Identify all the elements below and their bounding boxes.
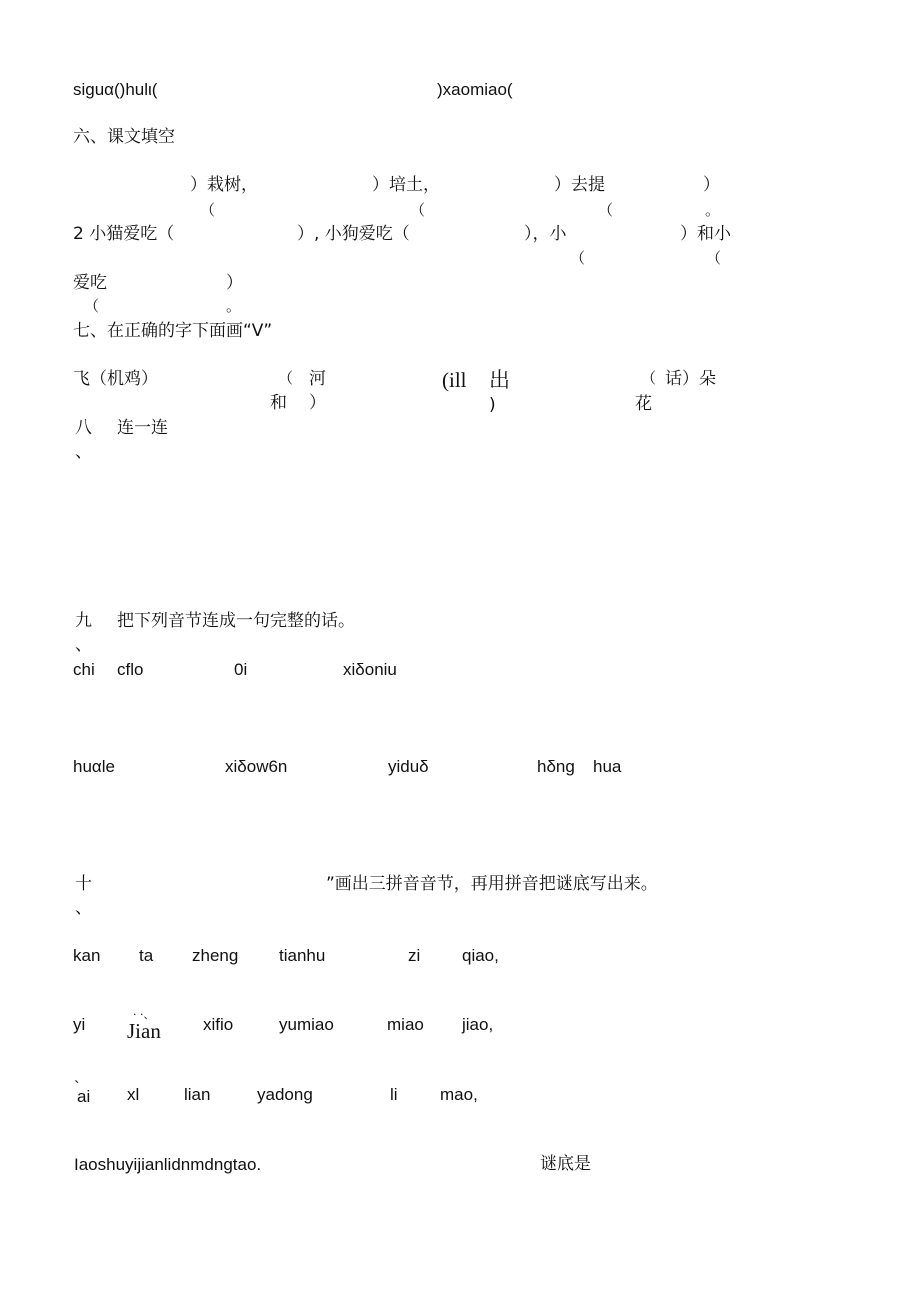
pinyin-syllable: xiδoniu (343, 660, 397, 679)
choice-bracket: （ (641, 369, 657, 387)
pinyin-syllable: yumiao (279, 1015, 334, 1034)
choice-bracket: ） (309, 393, 326, 413)
pinyin-syllable: xiδow6n (225, 757, 288, 776)
tone-marks: · ·、 (133, 1008, 155, 1021)
tone-mark: ` (74, 1078, 80, 1097)
section-8-mark: 、 (75, 442, 92, 462)
pinyin-syllable: miao (387, 1015, 424, 1034)
pinyin-syllable: lian (184, 1085, 211, 1104)
fill-blank-bracket: （ (598, 201, 614, 219)
fill-blank-bracket: （ (84, 297, 100, 315)
riddle-last-line: Iaoshuyijianlidnmdngtao. (74, 1155, 262, 1174)
fill-blank-text: ）和小 (680, 224, 731, 244)
choice-char: 出 (489, 368, 510, 392)
fill-blank-text: 2 小猫爱吃（ (73, 224, 175, 244)
fill-blank-period: 。 (226, 297, 242, 315)
fill-blank-text: ）去提 (554, 175, 605, 195)
pinyin-syllable: yiduδ (388, 757, 429, 776)
answer-label: 谜底是 (540, 1154, 591, 1174)
section-9-title: 把下列音节连成一句完整的话。 (117, 611, 355, 631)
section-6-title: 六、课文填空 (73, 127, 175, 147)
section-8-number: 八 (75, 418, 92, 438)
pinyin-syllable: qiao, (462, 946, 499, 965)
pinyin-blank-line-b: )xaomiao( (437, 80, 513, 99)
fill-blank-text: ）培土， (372, 175, 440, 195)
section-9-mark: 、 (75, 635, 92, 655)
pinyin-syllable: zheng (192, 946, 239, 965)
pinyin-syllable: 0i (234, 660, 248, 679)
fill-blank-text: ） (226, 273, 243, 293)
fill-blank-bracket: （ (706, 249, 722, 267)
pinyin-syllable: huαle (73, 757, 115, 776)
fill-blank-text: ），小 (524, 224, 567, 244)
section-9-number: 九 (75, 611, 92, 631)
fill-blank-text: ）栽树， (190, 175, 258, 195)
choice-char: 花 (635, 394, 652, 414)
pinyin-syllable: cflo (117, 660, 144, 679)
fill-blank-bracket: （ (200, 201, 216, 219)
section-10-title: ”画出三拼音音节，再用拼音把谜底写出来。 (326, 874, 658, 894)
fill-blank-period: 。 (705, 201, 721, 219)
pinyin-syllable: xifio (203, 1015, 234, 1034)
choice-char: 河 (309, 369, 326, 389)
pinyin-syllable: Jian (127, 1019, 161, 1043)
pinyin-syllable: chi (73, 660, 95, 679)
pinyin-syllable: hua (593, 757, 622, 776)
pinyin-syllable: hδng (537, 757, 575, 776)
fill-blank-bracket: （ (410, 201, 426, 219)
choice-bracket: （ (278, 369, 294, 387)
choice-item: 飞（机鸡） (73, 369, 158, 389)
pinyin-syllable: ai (77, 1087, 91, 1106)
choice-bracket: ) (489, 395, 496, 415)
fill-blank-text: 爱吃 (73, 273, 107, 293)
section-8-title: 连一连 (117, 418, 168, 438)
pinyin-syllable: tianhu (279, 946, 326, 965)
pinyin-syllable: yadong (257, 1085, 313, 1104)
choice-char: 和 (270, 393, 287, 413)
choice-item: (ill (442, 368, 467, 392)
pinyin-syllable: ta (139, 946, 154, 965)
section-10-mark: 、 (75, 898, 92, 918)
choice-char: 话）朵 (665, 369, 716, 389)
pinyin-syllable: xl (127, 1085, 140, 1104)
pinyin-syllable: mao, (440, 1085, 478, 1104)
pinyin-syllable: jiao, (462, 1015, 494, 1034)
pinyin-syllable: kan (73, 946, 101, 965)
fill-blank-text: ）, 小狗爱吃（ (297, 224, 410, 244)
fill-blank-bracket: （ (570, 249, 586, 267)
pinyin-syllable: li (390, 1085, 398, 1104)
pinyin-syllable: yi (73, 1015, 86, 1034)
section-10-number: 十 (75, 874, 92, 894)
pinyin-blank-line-a: siguα()hulι( (73, 80, 158, 99)
section-7-title: 七、在正确的字下面画“V” (73, 321, 273, 341)
fill-blank-text: ） (703, 175, 720, 195)
pinyin-syllable: zi (408, 946, 421, 965)
